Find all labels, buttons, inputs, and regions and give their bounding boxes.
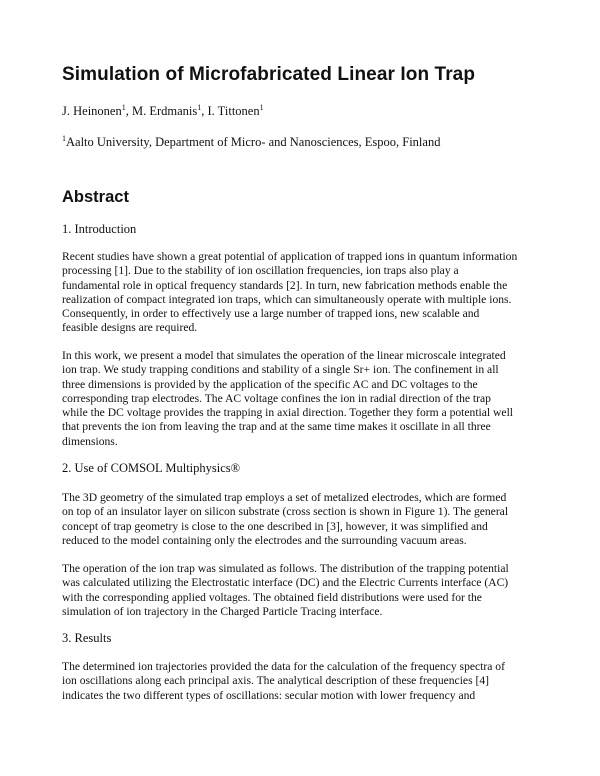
author-separator: , bbox=[125, 104, 132, 118]
text-line: reduced to the model containing only the electrodes and the surrounding vacuum areas. bbox=[62, 533, 467, 547]
affiliation bbox=[62, 135, 440, 150]
text-line: Consequently, in order to effectively use a large number of trapped ions, new scalable and bbox=[62, 307, 480, 321]
abstract-heading: Abstract bbox=[62, 188, 129, 206]
text-line: on top of an insulator layer on silicon substrate (cross section is shown in Figure 1). The general bbox=[62, 505, 509, 519]
text-line: with the corresponding applied voltages. The obtained field distributions were used for the bbox=[62, 590, 482, 604]
author-affiliation-mark: 1 bbox=[121, 103, 126, 112]
text-line: The determined ion trajectories provided the data for the calculation of the frequency spectra of bbox=[62, 660, 505, 673]
text-line: corresponding trap electrodes. The AC voltage confines the ion in radial direction of the trap bbox=[62, 391, 491, 405]
author-name: I. Tittonen bbox=[207, 104, 260, 118]
paragraph-comsol-2 bbox=[62, 562, 542, 619]
section-heading-results: 3. Results bbox=[62, 631, 112, 645]
text-line: fundamental role in optical frequency standards [2]. In turn, new fabrication methods enable the bbox=[62, 278, 508, 292]
text-line: simulation of ion trajectory in the Charged Particle Tracing interface. bbox=[62, 604, 383, 618]
text-line: ion oscillations along each principal axis. The analytical description of these frequencies [4] bbox=[62, 674, 489, 688]
author-separator: , bbox=[201, 104, 208, 118]
text-line: The operation of the ion trap was simulated as follows. The distribution of the trapping potential bbox=[62, 562, 509, 575]
paragraph-comsol-1 bbox=[62, 491, 542, 548]
affiliation-text: Aalto University, Department of Micro- and Nanosciences, Espoo, Finland bbox=[66, 135, 441, 149]
paragraph-results-1 bbox=[62, 660, 542, 703]
paragraph-intro-2 bbox=[62, 349, 542, 449]
author-affiliation-mark: 1 bbox=[259, 103, 264, 112]
text-line: that prevents the ion from leaving the trap and at the same time makes it oscillate in all three bbox=[62, 420, 491, 434]
text-line: while the DC voltage provides the trapping in axial direction. Together they form a potential well bbox=[62, 406, 514, 420]
author-list bbox=[62, 104, 264, 119]
section-heading-comsol: 2. Use of COMSOL Multiphysics® bbox=[62, 461, 241, 475]
paper-title: Simulation of Microfabricated Linear Ion Trap bbox=[62, 64, 476, 85]
text-line: dimensions. bbox=[62, 434, 118, 448]
text-line: concept of trap geometry is close to the one described in [3], however, it was simplified and bbox=[62, 519, 488, 533]
text-line: Recent studies have shown a great potential of application of trapped ions in quantum information bbox=[62, 250, 518, 263]
text-line: The 3D geometry of the simulated trap employs a set of metalized electrodes, which are formed bbox=[62, 491, 507, 504]
text-line: processing [1]. Due to the stability of ion oscillation frequencies, ion traps also play a bbox=[62, 264, 459, 278]
text-line: feasible designs are required. bbox=[62, 321, 198, 335]
section-heading-introduction: 1. Introduction bbox=[62, 222, 137, 236]
text-line: was calculated utilizing the Electrostatic interface (DC) and the Electric Currents interface (AC) bbox=[62, 576, 509, 590]
text-line: indicates the two different types of oscillations: secular motion with lower frequency and bbox=[62, 688, 476, 702]
author-name: J. Heinonen bbox=[62, 104, 122, 118]
author-affiliation-mark: 1 bbox=[197, 103, 202, 112]
text-line: three dimensions is provided by the application of the specific AC and DC voltages to the bbox=[62, 377, 478, 391]
text-line: ion trap. We study trapping conditions and stability of a single Sr+ ion. The confinement in all bbox=[62, 363, 499, 377]
text-line: In this work, we present a model that simulates the operation of the linear microscale integrated bbox=[62, 349, 506, 362]
paragraph-intro-1 bbox=[62, 250, 542, 336]
affiliation-mark: 1 bbox=[62, 134, 66, 143]
text-line: realization of compact integrated ion traps, which can simultaneously operate with multiple ions. bbox=[62, 292, 512, 306]
author-name: M. Erdmanis bbox=[131, 104, 198, 118]
